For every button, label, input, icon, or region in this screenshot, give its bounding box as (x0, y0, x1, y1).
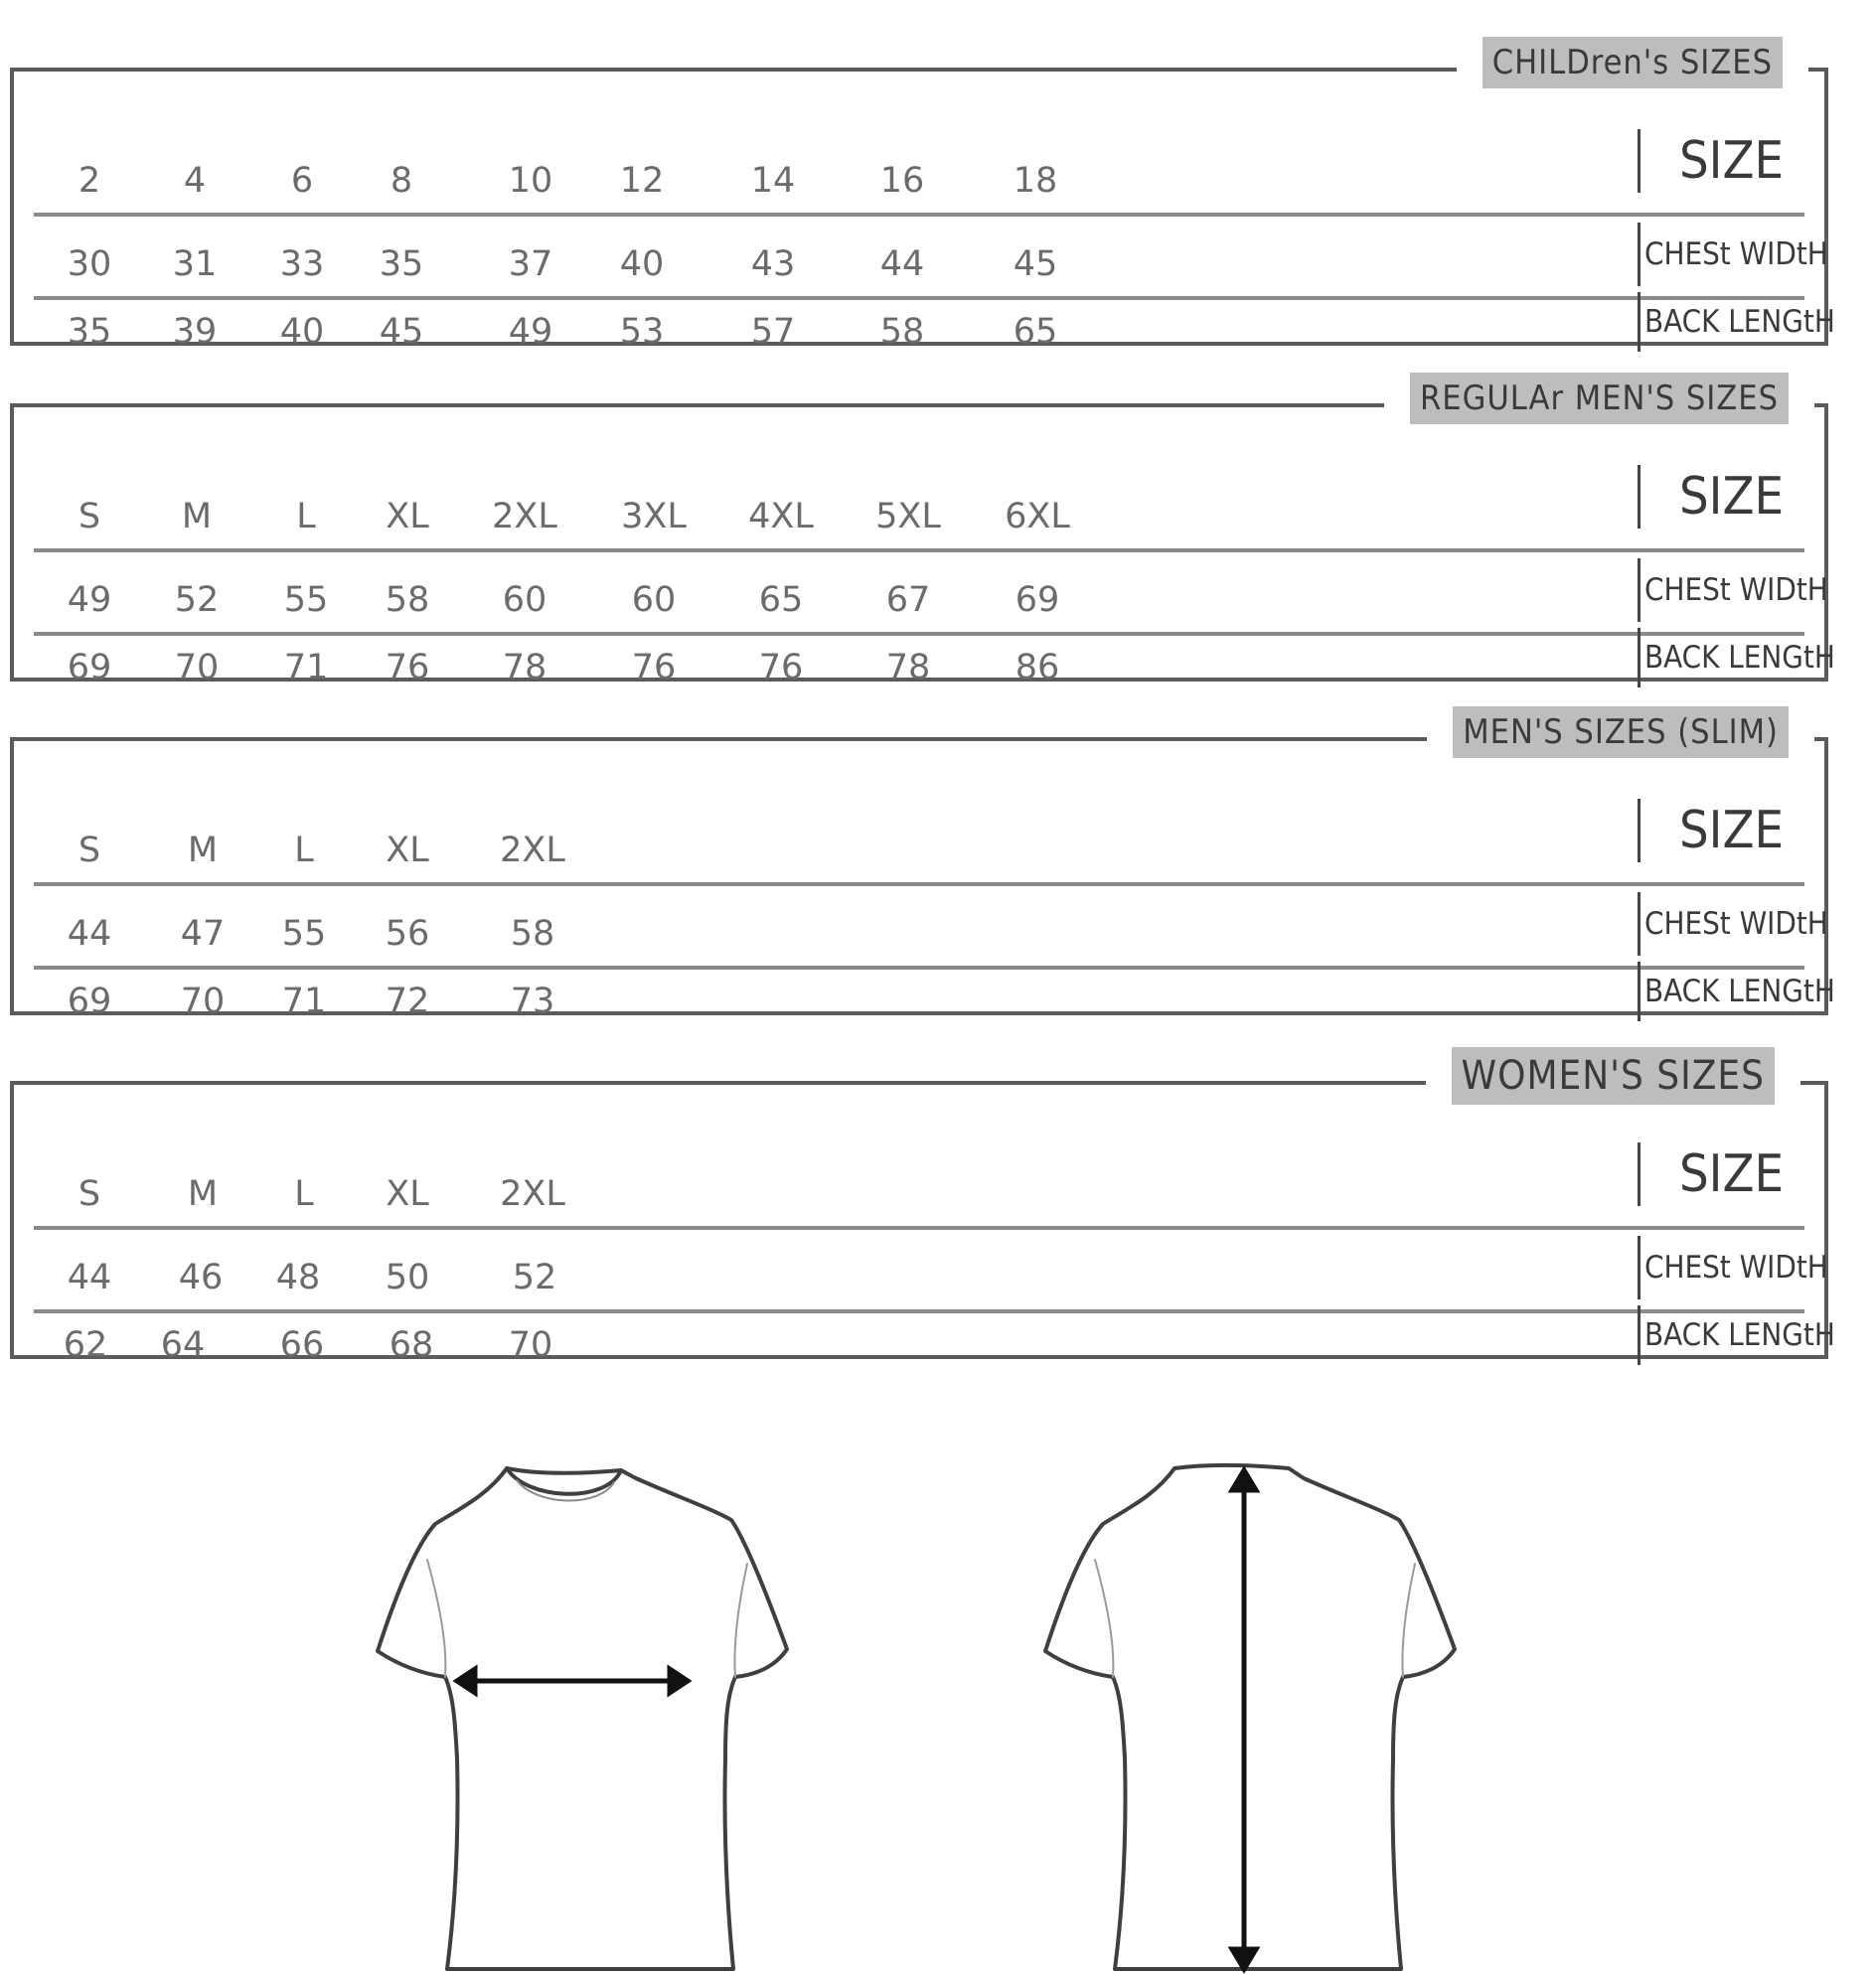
size-cell: 6 (290, 161, 314, 201)
table-title-tab (1426, 1047, 1800, 1105)
back-cell: 78 (502, 648, 547, 687)
chest-cell: 56 (385, 914, 430, 954)
size-cell: 2XL (500, 1174, 565, 1214)
back-cell: 70 (174, 648, 220, 687)
row-label-size: SIZE (1638, 129, 1818, 193)
chest-cell: 60 (502, 580, 547, 620)
chest-cell: 44 (67, 914, 112, 954)
back-cell: 73 (510, 982, 555, 1021)
back-cell: 64 (160, 1325, 206, 1365)
chest-width-arrow-icon (457, 1669, 688, 1693)
back-cell: 72 (385, 982, 430, 1021)
back-cell: 70 (180, 982, 226, 1021)
back-row (34, 298, 1835, 358)
chest-cell: 65 (758, 580, 804, 620)
chest-cell: 47 (180, 914, 226, 954)
size-cell: XL (386, 497, 429, 536)
row-label-back-length: BACK LENGtH (1638, 292, 1818, 352)
row-label-chest-width: CHESt WIDtH (1638, 892, 1818, 956)
chest-row (34, 552, 1828, 636)
chest-cell: 43 (750, 244, 796, 284)
size-cell: L (294, 1174, 314, 1214)
size-cell: S (78, 1174, 101, 1214)
size-cell: M (187, 1174, 219, 1214)
back-cell: 62 (63, 1325, 108, 1365)
back-length-arrow-icon (1232, 1470, 1256, 1969)
chest-cell: 58 (510, 914, 555, 954)
size-cell: 8 (390, 161, 413, 201)
size-cell: 14 (750, 161, 796, 201)
back-cell: 78 (885, 648, 931, 687)
chest-cell: 58 (385, 580, 430, 620)
size-cell: L (294, 831, 314, 870)
size-cell: 12 (619, 161, 665, 201)
chest-cell: 31 (172, 244, 218, 284)
back-cell: 68 (389, 1325, 434, 1365)
back-cell: 49 (508, 312, 553, 352)
back-cell: 70 (508, 1325, 553, 1365)
size-cell: 6XL (1005, 497, 1070, 536)
back-cell: 40 (279, 312, 325, 352)
row-label-back-length: BACK LENGtH (1638, 1305, 1818, 1365)
size-cell: M (187, 831, 219, 870)
back-cell: 65 (1013, 312, 1058, 352)
row-label-chest-width: CHESt WIDtH (1638, 1236, 1818, 1299)
back-cell: 76 (385, 648, 430, 687)
chest-cell: 50 (385, 1258, 430, 1297)
size-cell: S (78, 497, 101, 536)
row-label-size: SIZE (1638, 799, 1818, 862)
chest-cell: 37 (508, 244, 553, 284)
size-cell: XL (386, 1174, 429, 1214)
back-cell: 58 (879, 312, 925, 352)
chest-cell: 30 (67, 244, 112, 284)
row-label-size: SIZE (1638, 465, 1818, 529)
table-title: MEN'S SIZES (SLIM) (1453, 706, 1789, 758)
row-label-chest-width: CHESt WIDtH (1638, 558, 1818, 622)
chest-cell: 52 (512, 1258, 557, 1297)
chest-cell: 52 (174, 580, 220, 620)
chest-row (34, 886, 1828, 970)
size-table-men-slim (10, 712, 1835, 1021)
row-label-back-length: BACK LENGtH (1638, 628, 1818, 687)
table-title: REGULAr MEN'S SIZES (1410, 373, 1789, 424)
chest-cell: 55 (281, 914, 327, 954)
size-table-women (10, 1053, 1835, 1365)
back-cell: 57 (750, 312, 796, 352)
size-cell: S (78, 831, 101, 870)
size-row (34, 469, 1804, 552)
back-cell: 53 (619, 312, 665, 352)
table-title: WOMEN'S SIZES (1452, 1047, 1775, 1105)
size-cell: M (181, 497, 213, 536)
back-cell: 69 (67, 982, 112, 1021)
back-cell: 35 (67, 312, 112, 352)
size-cell: 2XL (500, 831, 565, 870)
back-cell: 86 (1015, 648, 1060, 687)
chest-cell: 55 (283, 580, 329, 620)
back-row (34, 1311, 1835, 1371)
back-row (34, 634, 1835, 693)
size-cell: XL (386, 831, 429, 870)
chest-cell: 49 (67, 580, 112, 620)
size-cell: 16 (879, 161, 925, 201)
size-cell: 10 (508, 161, 553, 201)
size-table-regular-men (10, 379, 1835, 687)
size-row (34, 1146, 1804, 1230)
table-title-tab (1457, 34, 1808, 91)
table-title-tab (1427, 703, 1814, 761)
size-cell: 4 (183, 161, 207, 201)
chest-cell: 33 (279, 244, 325, 284)
row-label-chest-width: CHESt WIDtH (1638, 223, 1818, 286)
chest-cell: 44 (67, 1258, 112, 1297)
back-cell: 76 (631, 648, 677, 687)
chest-cell: 35 (379, 244, 424, 284)
chest-cell: 45 (1013, 244, 1058, 284)
back-cell: 66 (279, 1325, 325, 1365)
size-row (34, 803, 1804, 886)
chest-row (34, 1230, 1828, 1313)
chest-cell: 69 (1015, 580, 1060, 620)
chest-cell: 67 (885, 580, 931, 620)
back-cell: 71 (283, 648, 329, 687)
size-row (34, 133, 1804, 217)
chest-cell: 48 (275, 1258, 321, 1297)
chest-cell: 40 (619, 244, 665, 284)
back-cell: 39 (172, 312, 218, 352)
size-cell: L (296, 497, 316, 536)
chest-row (34, 217, 1828, 300)
t-shirt-back-length-icon (1006, 1460, 1473, 1974)
chest-cell: 60 (631, 580, 677, 620)
back-row (34, 968, 1835, 1027)
t-shirt-front-chest-width-icon (338, 1460, 805, 1974)
chest-cell: 46 (178, 1258, 224, 1297)
size-cell: 5XL (875, 497, 941, 536)
size-table-children (10, 43, 1835, 352)
chest-cell: 44 (879, 244, 925, 284)
back-cell: 76 (758, 648, 804, 687)
back-cell: 71 (281, 982, 327, 1021)
row-label-size: SIZE (1638, 1142, 1818, 1206)
back-cell: 69 (67, 648, 112, 687)
size-cell: 3XL (621, 497, 687, 536)
size-cell: 2 (78, 161, 101, 201)
table-title: CHILDren's SIZES (1483, 37, 1783, 88)
back-cell: 45 (379, 312, 424, 352)
size-cell: 4XL (748, 497, 814, 536)
row-label-back-length: BACK LENGtH (1638, 962, 1818, 1021)
table-title-tab (1384, 370, 1814, 427)
size-cell: 18 (1013, 161, 1058, 201)
size-cell: 2XL (492, 497, 557, 536)
